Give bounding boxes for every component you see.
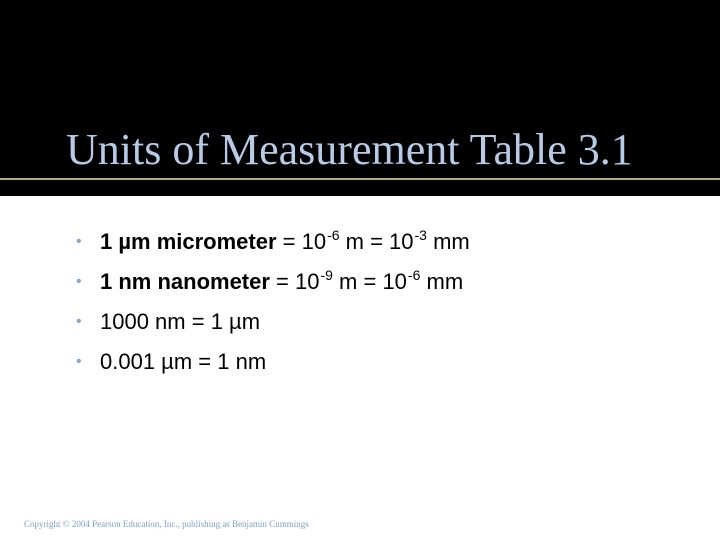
bullet-unit: mm	[426, 229, 470, 254]
slide-title: Units of Measurement Table 3.1	[66, 125, 633, 174]
bullet-item-nanometer	[76, 267, 470, 307]
bullet-term: 1 µm micrometer	[100, 229, 277, 254]
bullet-exponent: -3	[414, 227, 427, 243]
bullet-unit: mm	[420, 269, 464, 294]
bullet-text	[100, 267, 463, 299]
bullet-item-micrometer	[76, 227, 470, 267]
bullet-item-conversion-um	[76, 347, 470, 387]
bullet-icon: •	[76, 233, 82, 250]
bullet-icon: •	[76, 353, 82, 370]
bullet-item-conversion-nm	[76, 307, 470, 347]
bullet-exponent: -6	[407, 267, 421, 283]
bullet-text: 0.001 µm = 1 nm	[100, 349, 267, 374]
bullet-exponent: -9	[320, 267, 333, 283]
bullet-middle: m = 10	[339, 229, 414, 254]
copyright-notice: Copyright © 2004 Pearson Education, Inc., publishing as Benjamin Cummings	[24, 519, 309, 529]
bullet-term: 1 nm nanometer	[100, 269, 270, 294]
bullet-text: 1000 nm = 1 µm	[100, 309, 261, 334]
bullet-exponent: -6	[327, 227, 340, 243]
bullet-equals: = 10	[276, 229, 327, 254]
bullet-icon: •	[76, 273, 82, 290]
bullet-middle: m = 10	[332, 269, 407, 294]
bullet-icon: •	[76, 313, 82, 330]
bullet-equals: = 10	[269, 269, 320, 294]
title-divider	[0, 178, 720, 180]
bullet-text	[100, 227, 470, 259]
bullet-list	[76, 227, 470, 387]
